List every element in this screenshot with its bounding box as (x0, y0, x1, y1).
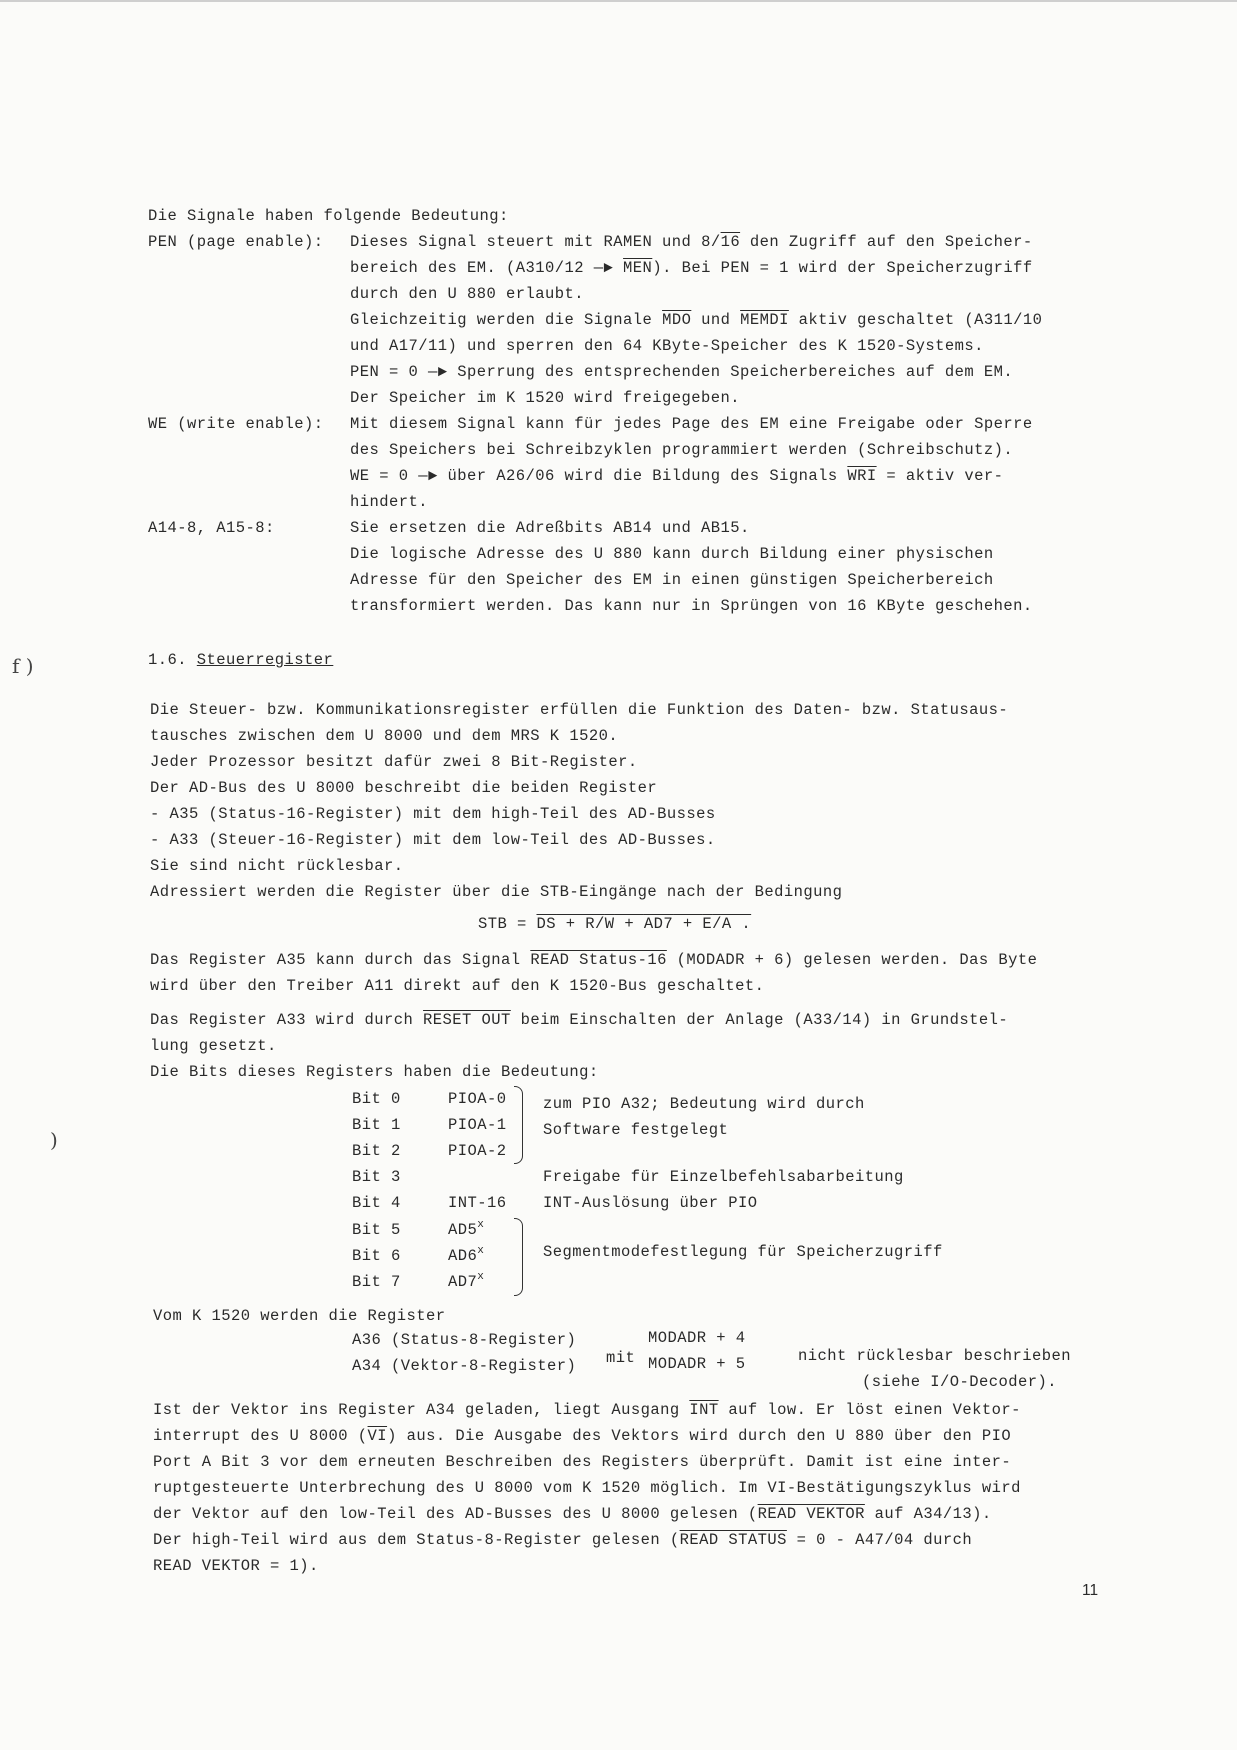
text: auf low. Er löst einen Vektor- (718, 1401, 1021, 1419)
body-line: lung gesetzt. (150, 1037, 277, 1055)
text: STB = (478, 915, 537, 933)
bit-note: Software festgelegt (543, 1121, 729, 1139)
bit-signal: INT-16 (448, 1194, 507, 1212)
body-line: Die Bits dieses Registers haben die Bedeutung: (150, 1063, 599, 1081)
text: /A . (712, 915, 752, 933)
pen-line-1 (350, 232, 1033, 252)
text: den Zugriff auf den Speicher- (740, 233, 1033, 251)
text: Das Register A35 kann durch das Signal (150, 951, 531, 969)
superscript: x (477, 1271, 485, 1283)
bit-label: Bit 6 (352, 1247, 401, 1265)
body-line (150, 1010, 1008, 1030)
superscript: x (477, 1245, 485, 1257)
we-line-4: hindert. (350, 493, 429, 511)
bit-signal: PIOA-2 (448, 1142, 507, 1160)
body-line: Adressiert werden die Register über die STB-Eingänge nach der Bedingung (150, 883, 843, 901)
text: Der high-Teil wird aus dem Status-8-Register gelesen ( (153, 1531, 680, 1549)
overlined-signal: READ VEKTOR (757, 1505, 865, 1523)
body-line: Der AD-Bus des U 8000 beschreibt die beiden Register (150, 779, 658, 797)
text: + R/ (556, 915, 605, 933)
body-line: Vom K 1520 werden die Register (153, 1307, 446, 1325)
body-line: - A33 (Steuer-16-Register) mit dem low-Teil des AD-Busses. (150, 831, 716, 849)
bit-note: Freigabe für Einzelbefehlsabarbeitung (543, 1168, 904, 1186)
a14-line-4: transformiert werden. Das kann nur in Sprüngen von 16 KByte geschehen. (350, 597, 1033, 615)
bit-label: Bit 1 (352, 1116, 401, 1134)
pen-line-7: Der Speicher im K 1520 wird freigegeben. (350, 389, 741, 407)
pen-line-4 (350, 310, 1042, 330)
overlined-signal: $\overline{INT}$ (689, 1401, 719, 1419)
register-address: MODADR + 5 (648, 1355, 746, 1373)
overlined-signal: 16 (720, 233, 741, 251)
superscript: x (477, 1219, 485, 1231)
text: auf A34/13). (864, 1505, 992, 1523)
body-line: ruptgesteuerte Unterbrechung des U 8000 vom K 1520 möglich. Im VI-Bestätigungszyklus wird (153, 1479, 1021, 1497)
overlined-signal: DS (536, 915, 557, 933)
text: = 0 - A47/04 durch (786, 1531, 973, 1549)
page-number: 11 (1082, 1582, 1099, 1599)
bit-label: Bit 7 (352, 1273, 401, 1291)
text: AD6 (448, 1247, 478, 1265)
text: AD5 (448, 1221, 478, 1239)
body-line (153, 1426, 1011, 1446)
overlined-signal: $\overline{MEN}$ (623, 259, 653, 277)
bit-signal (448, 1246, 484, 1266)
text: der Vektor auf den low-Teil des AD-Busses des U 8000 gelesen ( (153, 1505, 758, 1523)
a14-line-2: Die logische Adresse des U 880 kann durch Bildung einer physischen (350, 545, 994, 563)
body-line (150, 950, 1037, 970)
overlined-signal: W (604, 915, 615, 933)
mit-word: mit (606, 1349, 636, 1367)
body-line: wird über den Treiber A11 direkt auf den K 1520-Bus geschaltet. (150, 977, 765, 995)
bit-label: Bit 4 (352, 1194, 401, 1212)
text: WE = 0 —► über A26/06 wird die Bildung des Signals (350, 467, 848, 485)
bit-signal (448, 1272, 484, 1292)
body-line (153, 1400, 1021, 1420)
a14-line-3: Adresse für den Speicher des EM in einen günstigen Speicherbereich (350, 571, 994, 589)
register-address: MODADR + 4 (648, 1329, 746, 1347)
overlined-signal: $\overline{WRI}$ (847, 467, 877, 485)
text: + (614, 915, 644, 933)
bit-signal: PIOA-0 (448, 1090, 507, 1108)
bit-note: INT-Auslösung über PIO (543, 1194, 758, 1212)
overlined-signal: RESET OUT (423, 1011, 511, 1029)
pen-line-6: PEN = 0 —► Sperrung des entsprechenden Speicherbereiches auf dem EM. (350, 363, 1014, 381)
overlined-signal: READ Status-16 (530, 951, 667, 969)
text: bereich des EM. (A310/12 —► (350, 259, 624, 277)
pen-line-2 (350, 258, 1033, 278)
group-brace (514, 1218, 523, 1296)
body-line: READ VEKTOR = 1). (153, 1557, 319, 1575)
register-name: A34 (Vektor-8-Register) (352, 1357, 577, 1375)
body-line: Jeder Prozessor besitzt dafür zwei 8 Bit-Register. (150, 753, 638, 771)
we-line-1: Mit diesem Signal kann für jedes Page des EM eine Freigabe oder Sperre (350, 415, 1033, 433)
scan-edge (0, 0, 1237, 2)
margin-mark: f ) (12, 654, 34, 678)
text: Ist der Vektor ins Register A34 geladen, liegt Ausgang (153, 1401, 690, 1419)
text: AD7 (448, 1273, 478, 1291)
body-line: nicht rücklesbar beschrieben (798, 1347, 1072, 1365)
overlined-signal: READ STATUS (679, 1531, 787, 1549)
body-line: (siehe I/O-Decoder). (862, 1373, 1058, 1391)
bit-label: Bit 0 (352, 1090, 401, 1108)
body-line (153, 1530, 972, 1550)
text: + (673, 915, 703, 933)
body-line: - A35 (Status-16-Register) mit dem high-Teil des AD-Busses (150, 805, 716, 823)
pen-line-5: und A17/11) und sperren den 64 KByte-Speicher des K 1520-Systems. (350, 337, 984, 355)
we-label: WE (write enable): (148, 415, 324, 433)
overlined-signal: $\overline{VI}$ (367, 1427, 388, 1445)
bit-label: Bit 3 (352, 1168, 401, 1186)
body-line: Die Steuer- bzw. Kommunikationsregister erfüllen die Funktion des Daten- bzw. Statusaus- (150, 701, 1009, 719)
stb-formula (478, 914, 751, 934)
text: aktiv geschaltet (A311/10 (788, 311, 1043, 329)
register-name: A36 (Status-8-Register) (352, 1331, 577, 1349)
text: (MODADR + 6) gelesen werden. Das Byte (666, 951, 1038, 969)
bit-label: Bit 2 (352, 1142, 401, 1160)
bit-note: zum PIO A32; Bedeutung wird durch (543, 1095, 865, 1113)
we-line-3 (350, 466, 1003, 486)
text: ) aus. Die Ausgabe des Vektors wird durch den U 880 über den PIO (387, 1427, 1012, 1445)
body-line: Port A Bit 3 vor dem erneuten Beschreiben des Registers überprüft. Damit ist eine inter- (153, 1453, 1012, 1471)
text: ). Bei PEN = 1 wird der Speicherzugriff (652, 259, 1033, 277)
overlined-signal: E (702, 915, 713, 933)
pen-label: PEN (page enable): (148, 233, 324, 251)
text: = aktiv ver- (876, 467, 1004, 485)
a14-line-1: Sie ersetzen die Adreßbits AB14 und AB15. (350, 519, 750, 537)
margin-mark: ) (50, 1128, 58, 1152)
overlined-signal: MEMDI (740, 311, 789, 329)
text: Gleichzeitig werden die Signale (350, 311, 663, 329)
text: 8/ (701, 233, 721, 251)
intro-text: Die Signale haben folgende Bedeutung: (148, 207, 509, 225)
text: beim Einschalten der Anlage (A33/14) in Grundstel- (510, 1011, 1009, 1029)
overlined-signal: $\overline{MDO}$ (662, 311, 692, 329)
body-line: tausches zwischen dem U 8000 und dem MRS K 1520. (150, 727, 619, 745)
section-heading (148, 650, 333, 670)
pen-line-3: durch den U 880 erlaubt. (350, 285, 585, 303)
bit-label: Bit 5 (352, 1221, 401, 1239)
text: Das Register A33 wird durch (150, 1011, 424, 1029)
text: und (691, 311, 741, 329)
group-brace (514, 1086, 523, 1164)
text: Dieses Signal steuert mit RAMEN und (350, 233, 702, 251)
body-line: Sie sind nicht rücklesbar. (150, 857, 404, 875)
a14-label: A14-8, A15-8: (148, 519, 275, 537)
bit-signal (448, 1220, 484, 1240)
body-line (153, 1504, 992, 1524)
section-number: 1.6. (148, 651, 188, 669)
overlined-signal: AD7 (643, 915, 674, 933)
section-title: Steuerregister (196, 651, 334, 669)
bit-signal: PIOA-1 (448, 1116, 507, 1134)
we-line-2: des Speichers bei Schreibzyklen programmiert werden (Schreibschutz). (350, 441, 1014, 459)
text: interrupt des U 8000 ( (153, 1427, 368, 1445)
bit-note: Segmentmodefestlegung für Speicherzugriff (543, 1243, 943, 1261)
overlined-expression (537, 915, 752, 933)
